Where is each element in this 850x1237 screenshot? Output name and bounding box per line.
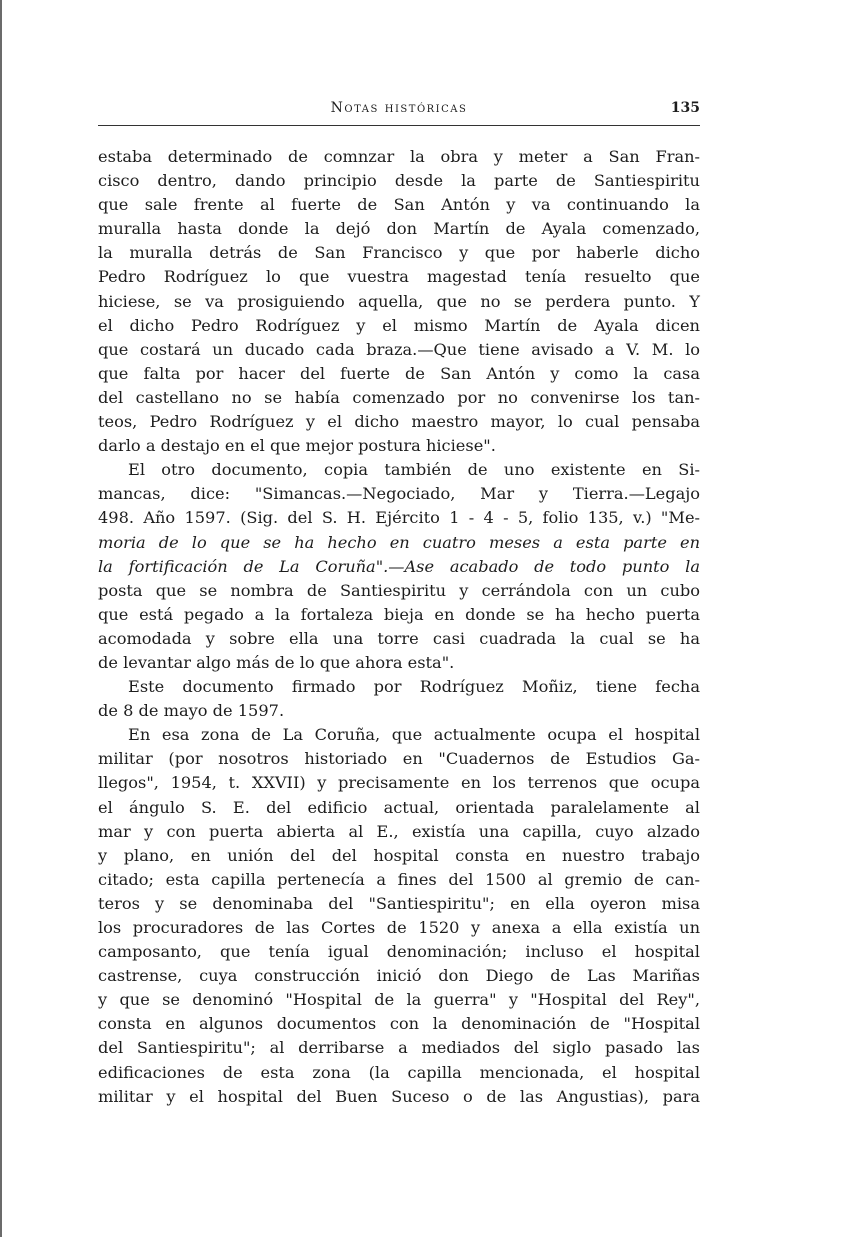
text-line: consta en algunos documentos con la denominación de "Hospital	[98, 1014, 700, 1034]
running-header	[98, 100, 700, 122]
text-line: el dicho Pedro Rodríguez y el mismo Martín de Ayala dicen	[98, 315, 700, 335]
text-line: El otro documento, copia también de uno existente en Si-	[128, 460, 700, 480]
text-line: que costará un ducado cada braza.—Que tiene avisado a V. M. lo	[98, 339, 700, 359]
header-rule	[98, 125, 700, 126]
text-line: castrense, cuya construcción inició don Diego de Las Mariñas	[98, 966, 700, 986]
text-line: que está pegado a la fortaleza bieja en donde se ha hecho puerta	[98, 604, 700, 624]
text-line: En esa zona de La Coruña, que actualmente ocupa el hospital	[128, 725, 700, 745]
text-line: y que se denominó "Hospital de la guerra" y "Hospital del Rey",	[98, 990, 700, 1010]
text-line: los procuradores de las Cortes de 1520 y anexa a ella existía un	[98, 918, 700, 937]
text-line: Pedro Rodríguez lo que vuestra magestad tenía resuelto que	[98, 267, 700, 287]
text-line: de 8 de mayo de 1597.	[98, 701, 285, 721]
text-line: mar y con puerta abierta al E., existía una capilla, cuyo alzado	[98, 821, 700, 841]
text-line: la fortificación de La Coruña".—Ase acabado de todo punto la	[98, 556, 700, 576]
text-line: del castellano no se había comenzado por no convenirse los tan-	[98, 387, 700, 407]
text-line: militar (por nosotros historiado en "Cuadernos de Estudios Ga-	[98, 749, 700, 769]
text-line: acomodada y sobre ella una torre casi cuadrada la cual se ha	[98, 628, 700, 648]
text-line: militar y el hospital del Buen Suceso o de las Angustias), para	[98, 1086, 700, 1106]
text-line: edificaciones de esta zona (la capilla mencionada, el hospital	[98, 1062, 700, 1082]
text-line: cisco dentro, dando principio desde la parte de Santiespiritu	[98, 171, 700, 191]
text-line: que falta por hacer del fuerte de San Antón y como la casa	[98, 363, 700, 383]
scan-page-edge	[0, 0, 2, 1237]
text-line: Este documento firmado por Rodríguez Moñiz, tiene fecha	[128, 677, 700, 697]
text-line: 498. Año 1597. (Sig. del S. H. Ejército 1 - 4 - 5, folio 135, v.) "Me-	[98, 508, 700, 528]
body-text	[98, 145, 700, 1109]
text-line: de levantar algo más de lo que ahora esta".	[98, 652, 455, 672]
page-number: 135	[670, 100, 700, 116]
text-line: citado; esta capilla pertenecía a fines del 1500 al gremio de can-	[98, 869, 700, 889]
text-line: y plano, en unión del del hospital consta en nuestro trabajo	[98, 845, 700, 865]
text-line: darlo a destajo en el que mejor postura hiciese".	[98, 436, 496, 456]
text-line: hiciese, se va prosiguiendo aquella, que no se perdera punto. Y	[98, 291, 700, 311]
text-line: la muralla detrás de San Francisco y que por haberle dicho	[98, 243, 700, 263]
running-header-title: Notas históricas	[330, 100, 468, 116]
text-line: que sale frente al fuerte de San Antón y va continuando la	[98, 195, 700, 215]
text-line: llegos", 1954, t. XXVII) y precisamente en los terrenos que ocupa	[98, 773, 700, 793]
text-line: teos, Pedro Rodríguez y el dicho maestro mayor, lo cual pensaba	[98, 412, 700, 432]
text-line: estaba determinado de comnzar la obra y meter a San Fran-	[98, 147, 700, 166]
text-line: muralla hasta donde la dejó don Martín de Ayala comenzado,	[98, 219, 700, 239]
text-line: mancas, dice: "Simancas.—Negociado, Mar y Tierra.—Legajo	[98, 484, 700, 504]
text-line: moria de lo que se ha hecho en cuatro meses a esta parte en	[98, 532, 700, 552]
text-line: teros y se denominaba del "Santiespiritu"; en ella oyeron misa	[98, 893, 700, 913]
text-line: posta que se nombra de Santiespiritu y cerrándola con un cubo	[98, 580, 700, 600]
text-line: del Santiespiritu"; al derribarse a mediados del siglo pasado las	[98, 1038, 700, 1058]
text-line: el ángulo S. E. del edificio actual, orientada paralelamente al	[98, 797, 700, 817]
text-line: camposanto, que tenía igual denominación; incluso el hospital	[98, 942, 700, 962]
